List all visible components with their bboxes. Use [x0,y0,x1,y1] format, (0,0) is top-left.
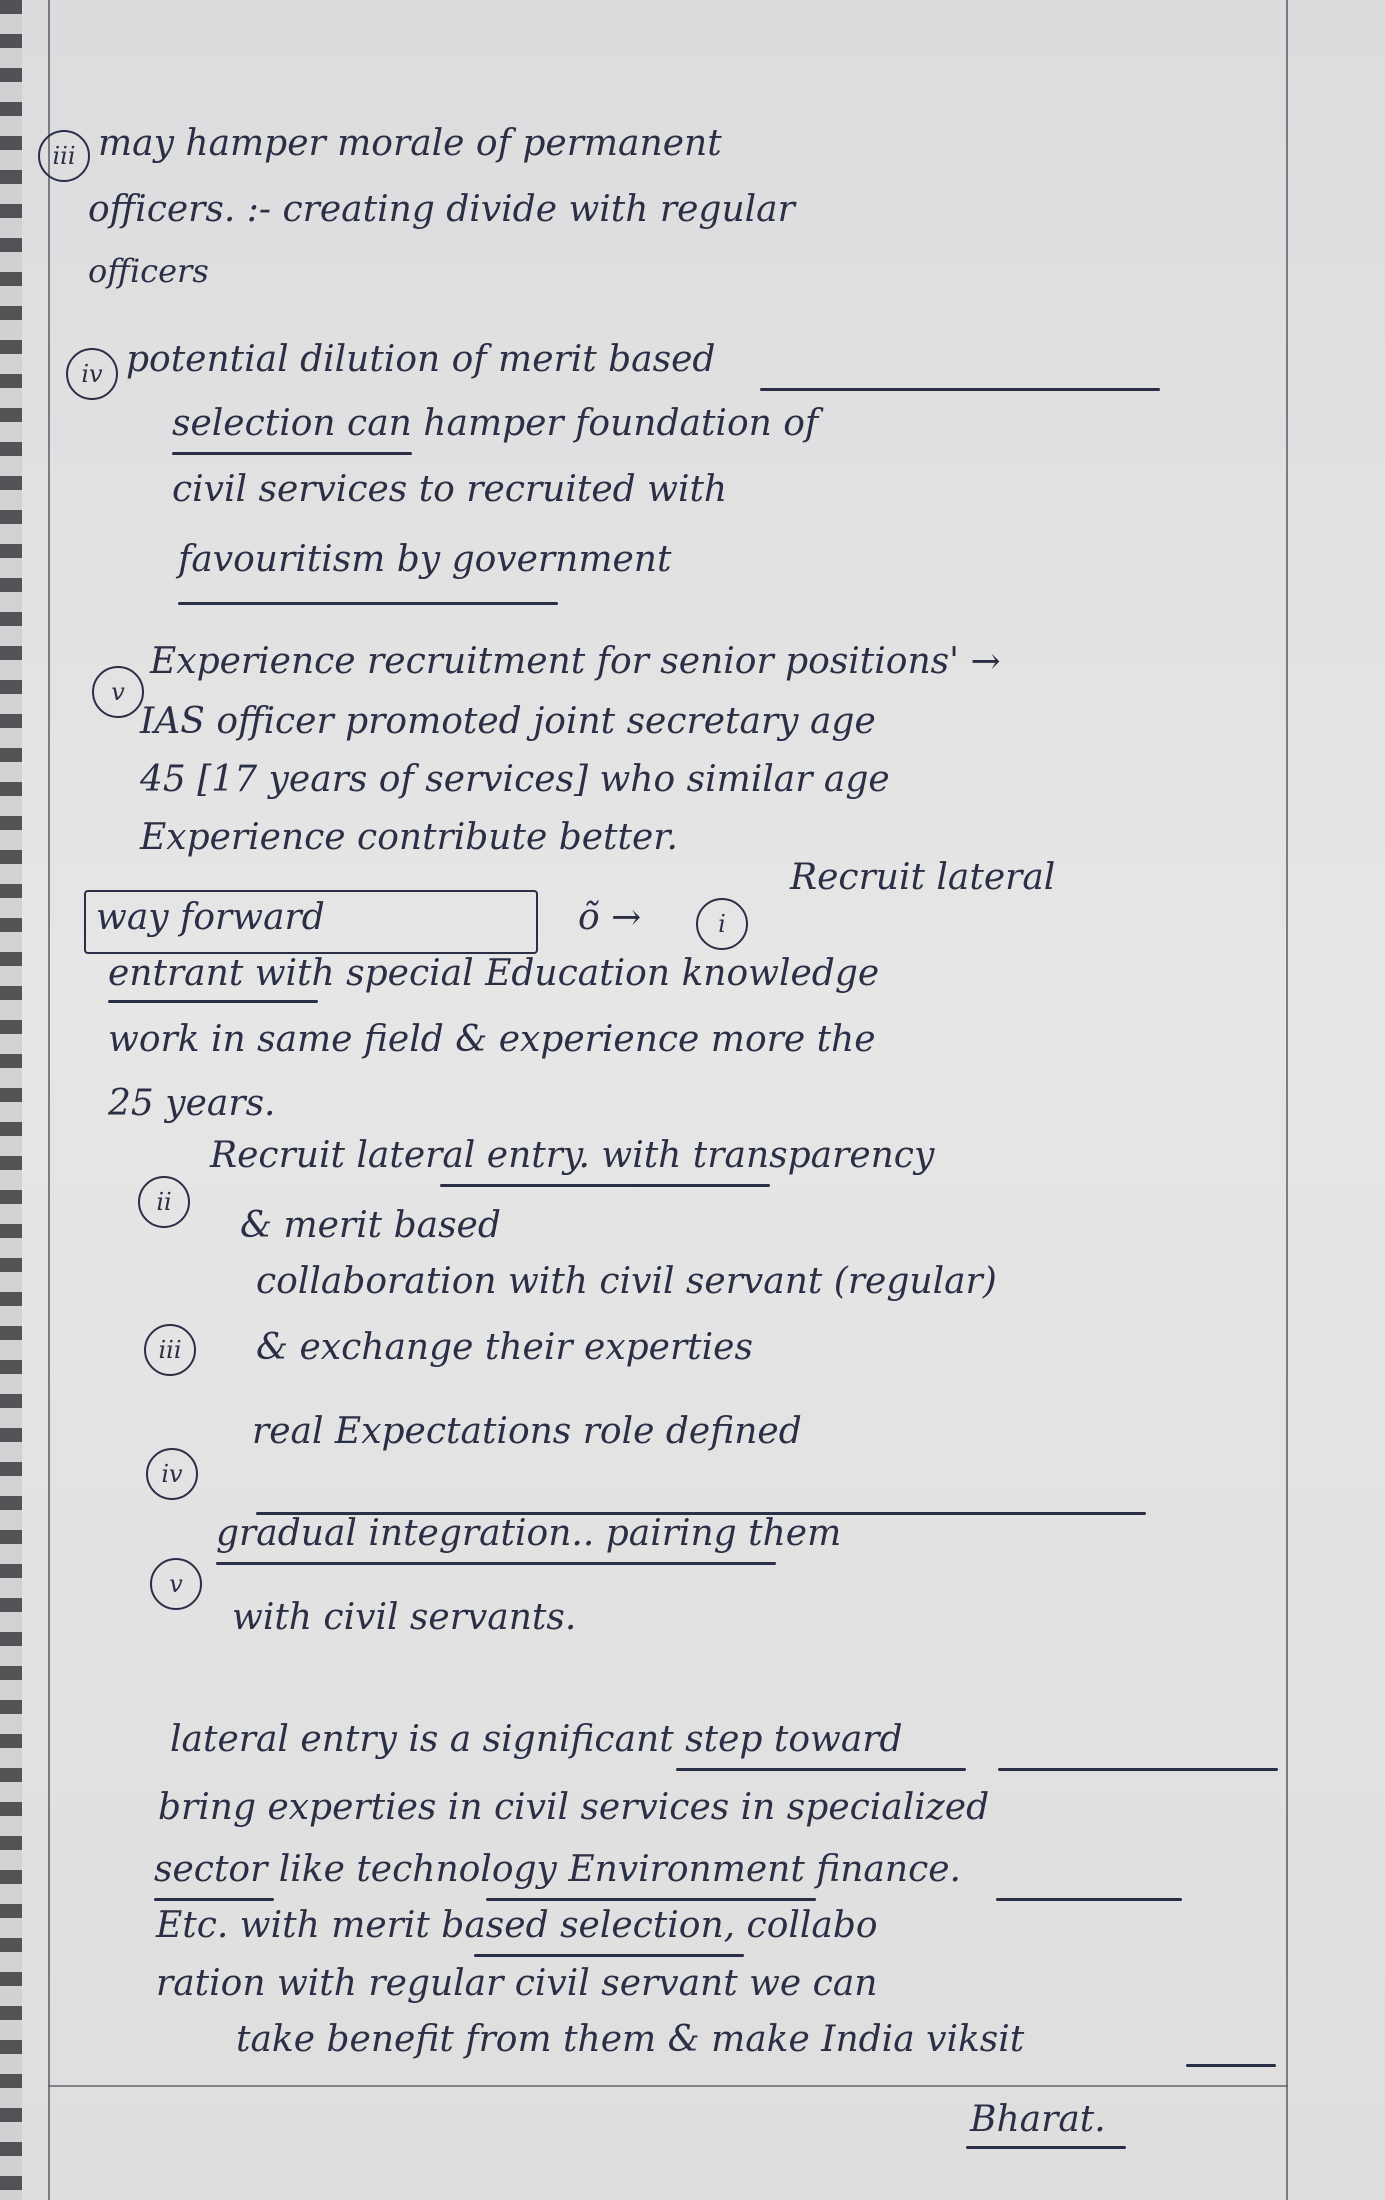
arrow: õ → [578,897,642,938]
handwritten-line: work in same field & experience more the [108,1019,876,1060]
underline [216,1562,776,1565]
point-marker: iv [146,1448,198,1500]
handwritten-line: officers. :- creating divide with regular [88,189,795,230]
handwritten-line: ration with regular civil servant we can [156,1963,878,2004]
handwritten-line: Etc. with merit based selection, collabo [156,1905,878,1946]
point-marker: iii [144,1324,196,1376]
handwritten-line: & merit based [240,1205,501,1246]
handwritten-line: & exchange their experties [256,1327,753,1368]
handwritten-line: 45 [17 years of services] who similar age [140,759,890,800]
underline [178,602,558,605]
right-margin-line [1286,0,1288,2200]
underline [998,1768,1278,1771]
handwritten-line: collaboration with civil servant (regular) [256,1261,997,1302]
underline [440,1184,770,1187]
handwritten-line: civil services to recruited with [172,469,728,510]
handwritten-line: selection can hamper foundation of [172,403,819,444]
handwritten-line: may hamper morale of permanent [98,123,722,164]
point-marker: iii [38,130,90,182]
underline [966,2146,1126,2149]
underline [996,1898,1182,1901]
handwritten-line: bring experties in civil services in specialized [158,1787,990,1828]
bottom-rule-line [48,2085,1288,2087]
handwritten-line: Recruit lateral [790,857,1056,898]
handwritten-line: officers [88,252,209,290]
handwritten-line: real Expectations role defined [252,1411,802,1452]
handwritten-line: favouritism by government [178,539,672,580]
point-marker: iv [66,348,118,400]
underline [108,1000,318,1003]
underline [1186,2064,1276,2067]
handwritten-line: potential dilution of merit based [126,339,716,380]
handwritten-line: with civil servants. [232,1597,577,1638]
underline [486,1898,816,1901]
handwritten-line: entrant with special Education knowledge [108,953,880,994]
left-margin-line [48,0,50,2200]
underline [154,1898,274,1901]
point-marker: v [150,1558,202,1610]
handwritten-line: Experience contribute better. [140,817,678,858]
underline [474,1954,744,1957]
handwritten-line: Experience recruitment for senior positions' → [150,641,1001,682]
handwritten-line: Bharat. [970,2099,1106,2140]
underline [676,1768,966,1771]
point-marker: i [696,898,748,950]
handwritten-line: gradual integration.. pairing them [216,1513,842,1554]
handwritten-line: IAS officer promoted joint secretary age [140,701,876,742]
underline [172,452,412,455]
underline [760,388,1160,391]
way-forward-heading: way forward [96,897,325,938]
handwritten-line: lateral entry is a significant step toward [170,1719,903,1760]
handwritten-line: sector like technology Environment finance. [154,1849,961,1890]
point-marker: v [92,666,144,718]
point-marker: ii [138,1176,190,1228]
handwritten-line: 25 years. [108,1083,276,1124]
handwritten-line: take benefit from them & make India viksit [236,2019,1025,2060]
spiral-binding [0,0,22,2200]
handwritten-line: Recruit lateral entry. with transparency [210,1135,935,1176]
